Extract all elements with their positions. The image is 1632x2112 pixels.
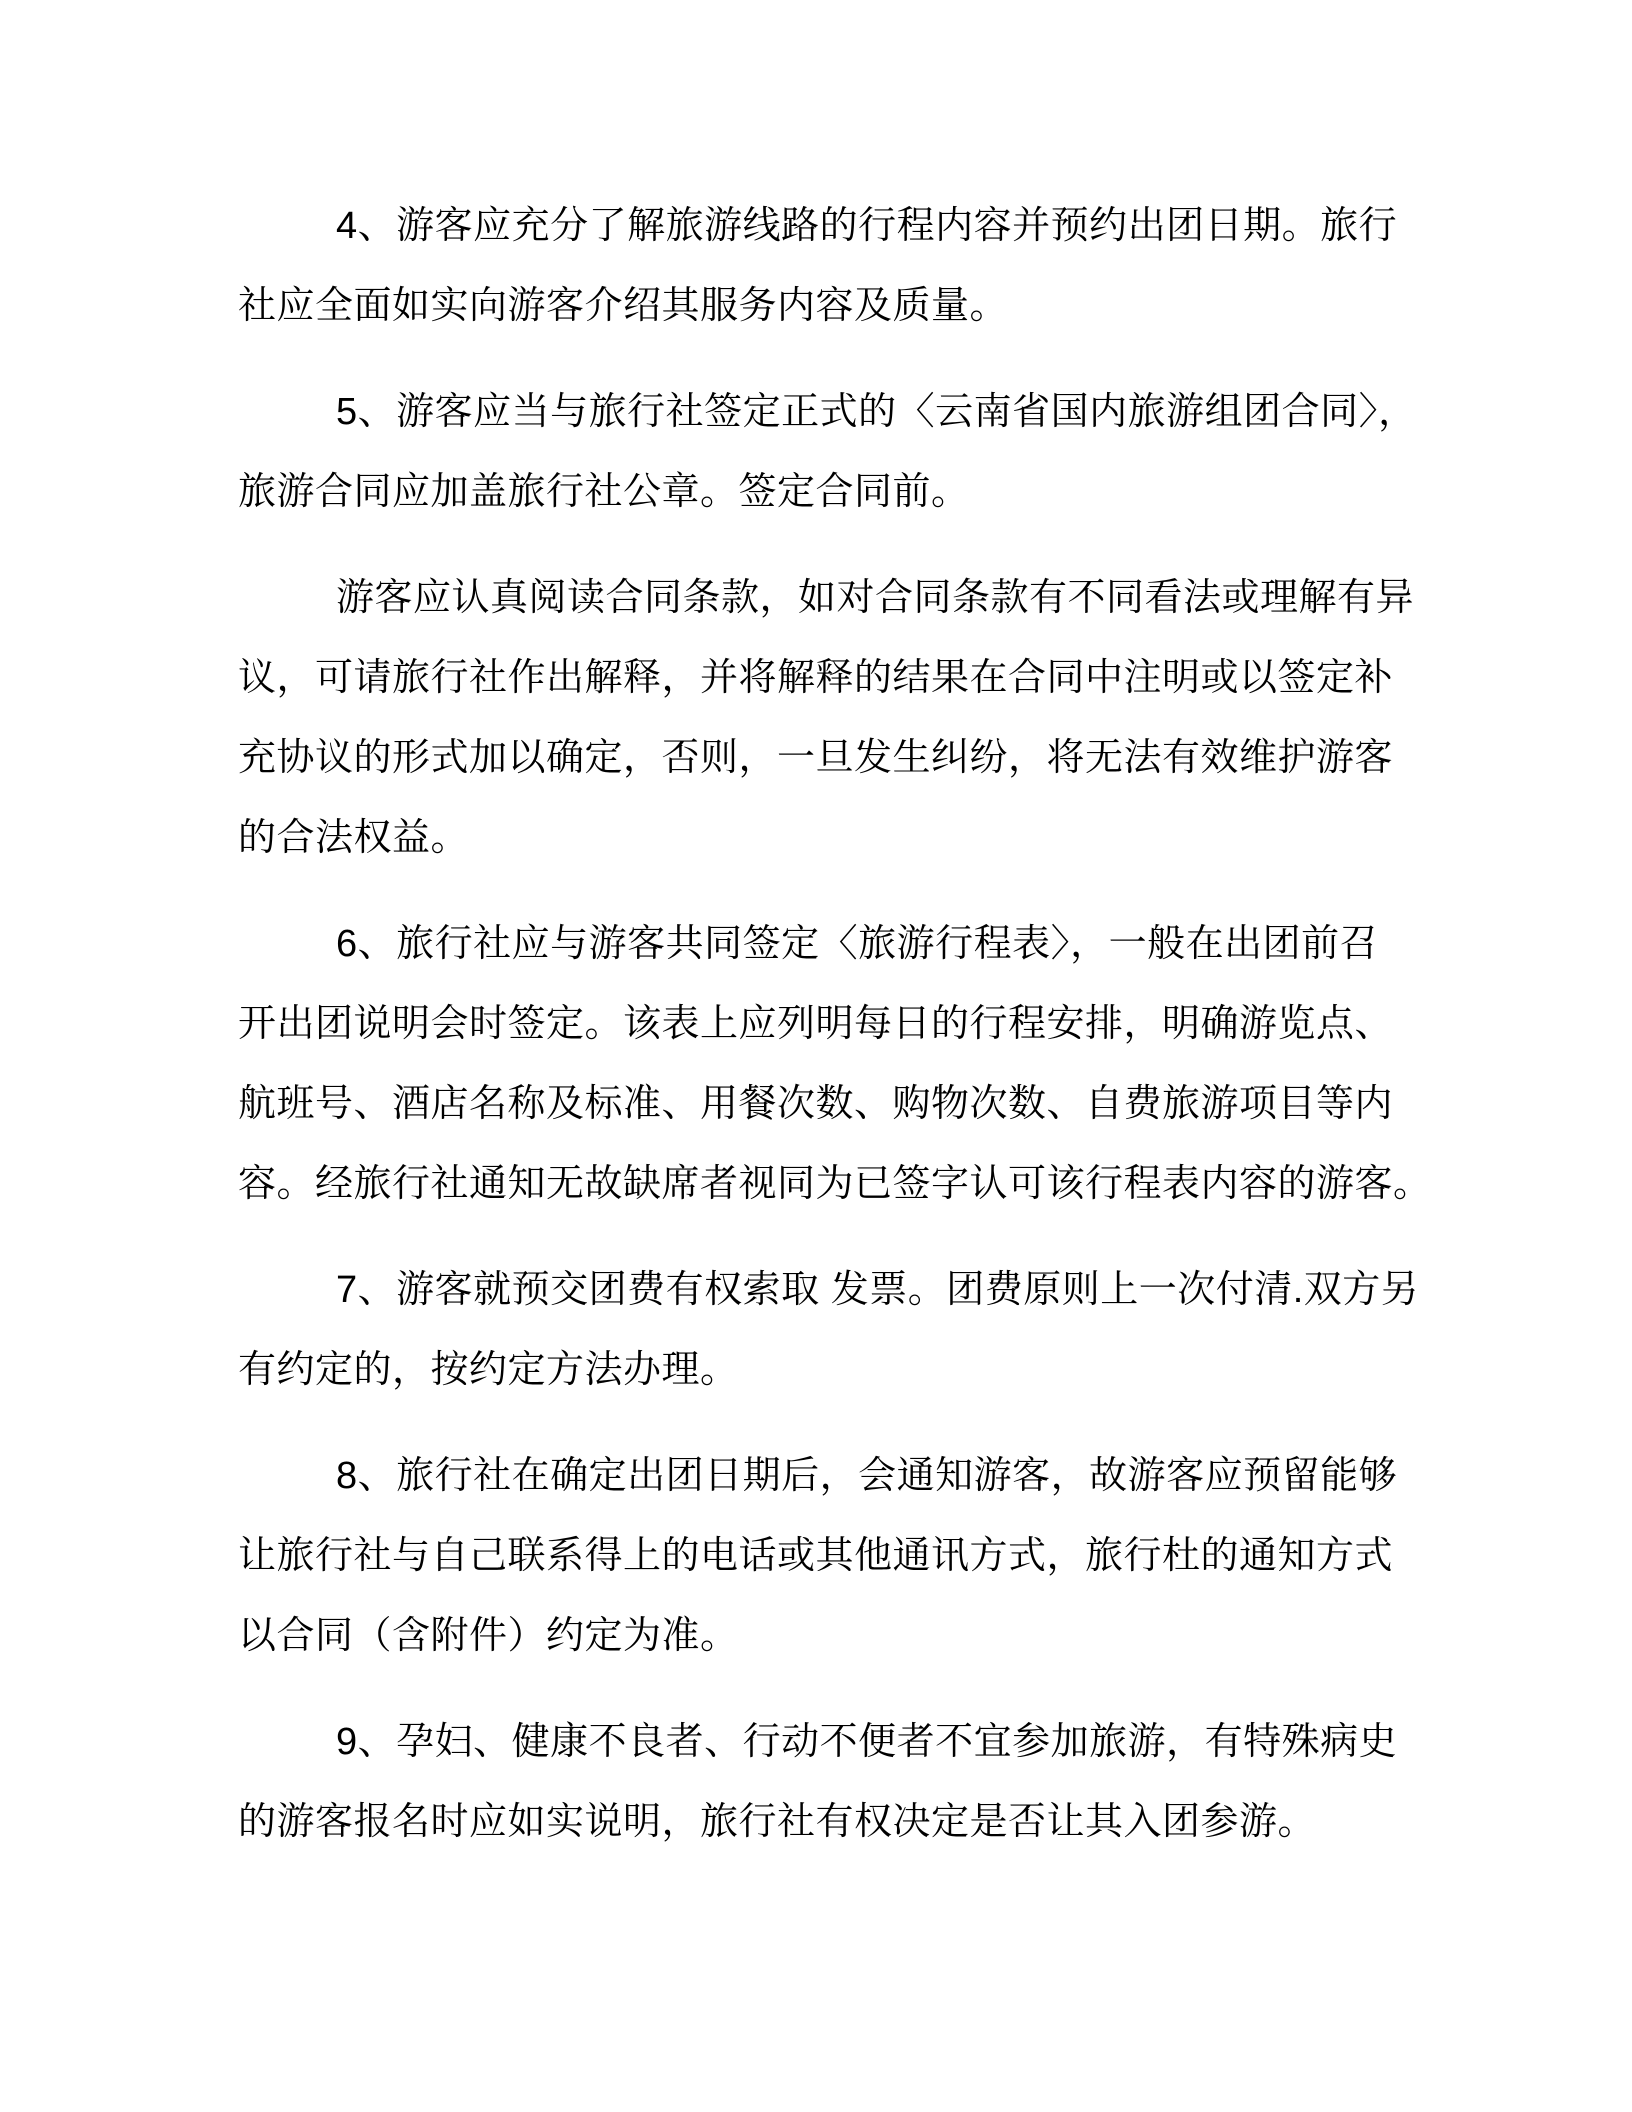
paragraph-line: 有约定的，按约定方法办理。 <box>238 1349 739 1391</box>
paragraph-item-9 <box>238 1702 1398 1862</box>
paragraph-line: 9、孕妇、健康不良者、行动不便者不宜参加旅游，有特殊病史 <box>336 1721 1398 1763</box>
paragraph-item-8 <box>238 1436 1398 1676</box>
paragraph-line: 社应全面如实向游客介绍其服务内容及质量。 <box>238 285 1009 327</box>
document-text-block <box>238 186 1432 1888</box>
paragraph-line: 开出团说明会时签定。该表上应列明每日的行程安排，明确游览点、 <box>238 1003 1394 1045</box>
paragraph-line: 航班号、酒店名称及标准、用餐次数、购物次数、自费旅游项目等内 <box>238 1083 1394 1125</box>
paragraph-line: 7、游客就预交团费有权索取 发票。团费原则上一次付清.双方另 <box>336 1269 1420 1311</box>
paragraph-line: 旅游合同应加盖旅行社公章。签定合同前。 <box>238 471 970 513</box>
paragraph-line: 以合同（含附件）约定为准。 <box>238 1615 739 1657</box>
paragraph-item-7 <box>238 1250 1420 1410</box>
paragraph-line: 游客应认真阅读合同条款，如对合同条款有不同看法或理解有异 <box>336 577 1415 619</box>
paragraph-line: 的游客报名时应如实说明，旅行社有权决定是否让其入团参游。 <box>238 1801 1317 1843</box>
paragraph-item-6 <box>238 904 1432 1224</box>
paragraph-line: 让旅行社与自己联系得上的电话或其他通讯方式，旅行杜的通知方式 <box>238 1535 1394 1577</box>
paragraph-line: 容。经旅行社通知无故缺席者视同为已签字认可该行程表内容的游客。 <box>238 1163 1432 1205</box>
paragraph-line: 的合法权益。 <box>238 817 470 859</box>
paragraph-line: 5、游客应当与旅行社签定正式的〈云南省国内旅游组团合同〉， <box>336 391 1417 433</box>
paragraph-line: 6、旅行社应与游客共同签定〈旅游行程表〉，一般在出团前召 <box>336 923 1379 965</box>
paragraph-line: 8、旅行社在确定出团日期后，会通知游客，故游客应预留能够 <box>336 1455 1398 1497</box>
paragraph-note <box>238 558 1415 878</box>
paragraph-line: 议，可请旅行社作出解释，并将解释的结果在合同中注明或以签定补 <box>238 657 1394 699</box>
paragraph-line: 4、游客应充分了解旅游线路的行程内容并预约出团日期。旅行 <box>336 205 1398 247</box>
paragraph-item-4 <box>238 186 1398 346</box>
paragraph-line: 充协议的形式加以确定，否则，一旦发生纠纷，将无法有效维护游客 <box>238 737 1394 779</box>
paragraph-item-5 <box>238 372 1417 532</box>
